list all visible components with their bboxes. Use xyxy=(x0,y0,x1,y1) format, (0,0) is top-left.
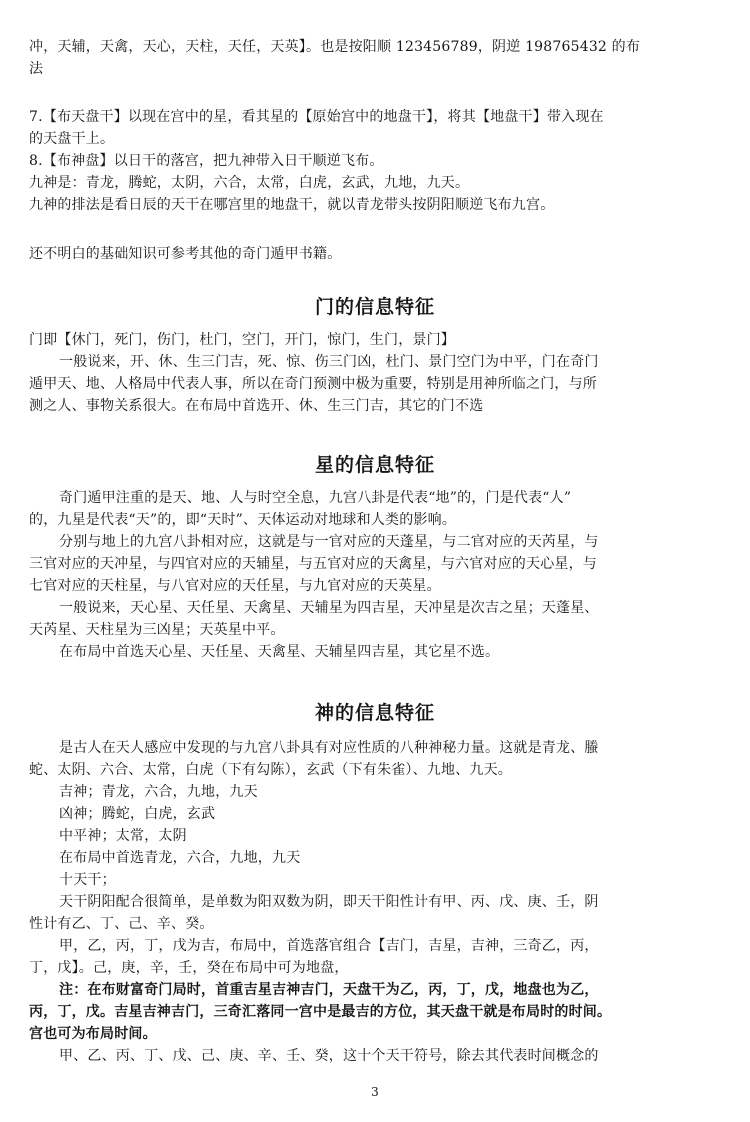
section-title-men: 门的信息特征 xyxy=(314,296,435,318)
nine-gods-method: 九神的排法是看日辰的天干在哪宫里的地盘干，就以青龙带头按阴阳顺逆飞布九宫。 xyxy=(29,197,555,213)
section-title-shen: 神的信息特征 xyxy=(314,702,435,724)
text-line: 吉神；青龙，六合，九地，九天 xyxy=(59,784,258,800)
text-line: 测之人、事物关系很大。在布局中首选开、休、生三门吉，其它的门不选 xyxy=(29,398,484,414)
text-line: 三官对应的天冲星，与四官对应的天辅星，与五官对应的天禽星，与六官对应的天心星，与 xyxy=(29,556,597,572)
text-line: 天干阴阳配合很简单，是单数为阳双数为阴，即天干阳性计有甲、丙、戊、庚、壬，阴 xyxy=(59,894,599,910)
note-bold-line: 宫也可为布局时间。 xyxy=(29,1026,157,1042)
steps-section xyxy=(29,106,723,216)
page-number: 3 xyxy=(371,1085,379,1099)
note-text: 还不明白的基础知识可参考其他的奇门遁甲书籍。 xyxy=(29,246,342,262)
text-line: 十天干； xyxy=(59,872,116,888)
text-line: 是古人在天人感应中发现的与九宫八卦具有对应性质的八种神秘力量。这就是青龙、螣 xyxy=(59,740,599,756)
text-line: 冲，天辅，天禽，天心，天柱，天任，天英】。也是按阳顺 123456789，阴逆 198765432 的布 xyxy=(29,39,641,55)
step-7-line-1: 7.【布天盘干】以现在宫中的星，看其星的【原始宫中的地盘干】，将其【地盘干】带入现在 xyxy=(29,109,604,125)
text-line: 性计有乙、丁、己、辛、癸。 xyxy=(29,916,214,932)
section-shen-body xyxy=(29,737,723,1067)
text-line: 凶神；腾蛇，白虎，玄武 xyxy=(59,806,216,822)
text-line: 奇门遁甲注重的是天、地、人与时空全息，九宫八卦是代表“地”的，门是代表“人” xyxy=(59,490,572,506)
section-xing-body xyxy=(29,487,723,663)
nine-gods-list: 九神是：青龙，腾蛇，太阴，六合，太常，白虎，玄武，九地，九天。 xyxy=(29,175,470,191)
section-title-xing: 星的信息特征 xyxy=(314,454,435,476)
text-line: 丁，戊】。己，庚，辛，壬，癸在布局中可为地盘， xyxy=(29,960,349,976)
text-line: 法 xyxy=(29,61,44,77)
text-line: 蛇、太阴、六合、太常，白虎（下有勾陈），玄武（下有朱雀）、九地、九天。 xyxy=(29,762,512,778)
text-line: 天芮星、天柱星为三凶星；天英星中平。 xyxy=(29,622,285,638)
section-men-body xyxy=(29,329,723,417)
text-line: 的，九星是代表“天”的，即“天时”、天体运动对地球和人类的影响。 xyxy=(29,512,457,528)
step-8-line: 8.【布神盘】以日干的落宫，把九神带入日干顺逆飞布。 xyxy=(29,153,384,169)
text-line: 一般说来，天心星、天任星、天禽星、天辅星为四吉星，天冲星是次吉之星；天蓬星、 xyxy=(59,600,599,616)
text-line: 甲、乙、丙、丁、戊、己、庚、辛、壬、癸，这十个天干符号，除去其代表时间概念的 xyxy=(59,1048,599,1064)
text-line: 在布局中首选青龙，六合，九地，九天 xyxy=(59,850,301,866)
text-line: 在布局中首选天心星、天任星、天禽星、天辅星四吉星，其它星不选。 xyxy=(59,644,500,660)
note-bold-line: 注：在布财富奇门局时，首重吉星吉神吉门，天盘干为乙，丙，丁，戊，地盘也为乙， xyxy=(59,982,599,998)
text-line: 门即【休门，死门，伤门，杜门，空门，开门，惊门，生门，景门】 xyxy=(29,332,455,348)
text-line: 分别与地上的九宫八卦相对应，这就是与一官对应的天蓬星，与二官对应的天芮星，与 xyxy=(59,534,599,550)
text-line: 遁甲天、地、人格局中代表人事，所以在奇门预测中极为重要，特别是用神所临之门，与所 xyxy=(29,376,597,392)
text-line: 甲，乙，丙，丁，戊为吉，布局中，首选落官组合【吉门，吉星，吉神，三奇乙，丙， xyxy=(59,938,599,954)
note-bold-line: 丙，丁，戊。吉星吉神吉门，三奇汇落同一宫中是最吉的方位，其天盘干就是布局时的时间。 xyxy=(29,1004,612,1020)
text-line: 中平神；太常，太阴 xyxy=(59,828,187,844)
text-line: 一般说来，开、休、生三门吉，死、惊、伤三门凶，杜门、景门空门为中平，门在奇门 xyxy=(59,354,599,370)
text-line: 七官对应的天柱星，与八官对应的天任星，与九官对应的天英星。 xyxy=(29,578,441,594)
paragraph-nine-stars-tail xyxy=(29,36,723,80)
reference-note xyxy=(29,243,723,265)
step-7-line-2: 的天盘干上。 xyxy=(29,131,115,147)
